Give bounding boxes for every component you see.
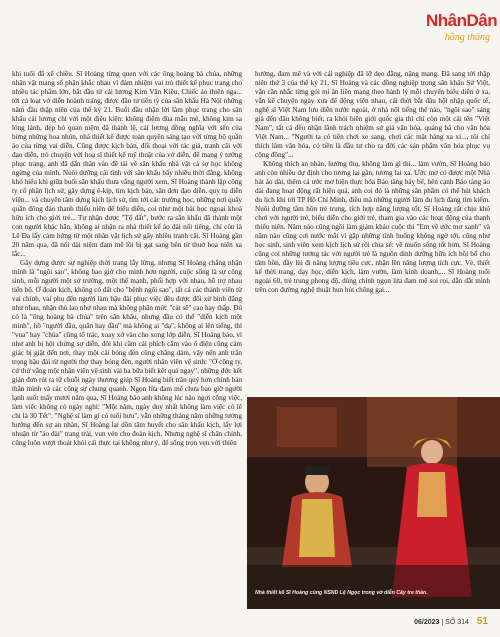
stage-scene-illustration — [247, 397, 500, 609]
page-footer: 06/2023 | SỐ 314 51 — [414, 616, 488, 627]
stage-photo — [247, 397, 500, 609]
masthead-subtitle: hằng tháng — [444, 32, 490, 43]
right-paragraph-1: hướng, đam mê và với cái nghiệp đã lỡ dẹo đằng, nặng mang. Đã sang tới thập niên thứ 3 của thế kỷ 21, Sĩ Hoàng và các đồng nghiệp trong sân khấu Sử Việt, vẫn cần nhắc từng gói mì ăn liền mang theo hành lý mỗi chuyến biểu diễn ở xa, vẫn kể chuyện ngày xưa để động viên nhau, cái thời bắt đầu hội nhập quốc tế, nghệ sĩ Việt Nam lưu diễn nước ngoài, ở nhà nổi tiếng thế nào, "ngôi sao" sáng giá đến đâu không biết, ra khỏi biên giới quốc gia thì chỉ còn một cái tên "Việt Nam", tất cả đều nhận lãnh trách nhiệm sứ giả văn hóa, quảng bá cho văn hóa Việt Nam... "Người ta có tiền chơi xe sang, chơi các mặt hàng xa xỉ..., tôi chỉ thích làm văn hóa, có tiền là đầu tư cho ra đời các sản phẩm văn hóa phục vụ cộng đồng"... — [255, 70, 490, 159]
masthead-logo — [426, 11, 498, 52]
left-text-column — [12, 70, 242, 630]
right-paragraph-2: Không thích an nhàn, hưởng thụ, không làm gì thì... làm vườn, Sĩ Hoàng bảo anh còn nhiều dự định cho tương lai gần, tương lai xa. Ước mơ có được một Nhà hát áo dài, thêm cả ước mơ hiện thực hóa Bảo tàng bảy bể, bên cạnh Bảo tàng áo dài đang hoạt động rất hiệu quả, anh coi đó là những sân phẩm có thể hút khách du lịch khi tới TP Hồ Chí Minh, điều mà những người làm du lịch đang tìm kiếm. Nuôi dưỡng tâm hồn trẻ trung, tích hợp năng lượng tốt, Sĩ Hoàng rất chịu khó chơi với người trẻ, biểu diễn cho giới trẻ, tham gia vào các hoạt động của thanh thiếu niên. Năm nào cũng ngồi làm giám khảo cuộc thi "Em về ước mơ xanh" và năm nào cũng cơi nước mắt vì gặp những tình huống không ngờ tới, cũng như học sinh, sinh viên xem kịch lịch sử rồi chia sẻ: về muốn sống tốt hơn, Sĩ Hoàng cũng coi những tương tác với người trẻ là nguồn dinh dưỡng hữu ích bồi bổ cho tâm hồn, đầy lùi đi năng lượng tiêu cực, nhận lên năng lượng tích cực. Vẻ, thiết kế thời trang, dạy học, diễn kịch, làm vườn, làm kinh doanh,... Sĩ Hoàng tuổi ngoài 60, trẻ trung phong độ, dùng chính ngọn lửa đam mê soi rọi, dẫn dắt mình trên con đường nghệ thuật hun hút chông gai... — [255, 160, 490, 294]
photo-caption: Nhà thiết kế Sĩ Hoàng cùng NSND Lệ Ngọc trong vở diễn Cây tre thần. — [255, 590, 428, 596]
issue-date: 06/2023 — [414, 619, 440, 626]
page-number: 51 — [476, 616, 488, 627]
left-paragraph-1: khi tuổi đã xế chiều. Sĩ Hoàng từng quen với các ông hoàng bà chúa, những nhân vật mang số phận khắc nhau vì đảm nhiệm vai trò thiết kế phục trang cho nhiều tác phẩm lớn, bắt đầu từ cải lương Kim Vân Kiều, Chiếc áo thiên nga... tới cả loạt vở diễn hoành tráng, được đầu tư tiền tỷ của sân khấu Hà Nội những năm đầu thập niên của thế kỷ 21. Buổi đầu nhận lời làm phục trang cho sân khấu cải lương chỉ với một điều kiện: không điểm đùa mẫu mè, không kim sa lóng lánh, đẹp bó quan niệm đã thành lệ, cải lương đồng nghĩa với sến của bừng những hoa nhún, nhà thiết kế được toàn quyền sáng tạo với từng bộ quần áo của từng vai diễn. Cũng được kịch bản, đối thoại với tác giả, tranh cãi với đạo diễn, trò chuyện với hoạ sĩ thiết kế mỹ thuật của vở diễn, để mang ý tưởng phục trang, anh đã dấn thân vào đề tài về sân khấu nhà vật cả sợ học không ngừng của mình. Nuôi dưỡng cái tình với sân khấu bấy nhiêu thời đằng, không khó hiểu khi giữa buổi sân khấu thưa vắng người xem, Sĩ Hoàng thành lập công ty cổ phần lịch sử, gây dựng ê-kíp, tìm kịch bản, sân đơn đạo diễn, quy tụ diễn viên... và chuyên tâm dựng kịch lịch sử, tìm tới các trường học, những nơi quây quần đông đảo thanh thiếu niên để biểu diễn, coi như một bài học ngoại khoá hữu ích cho giới trẻ... Tự nhận được "Tố đất", bước ra sân khấu đã thành một con người khác hẳn, không ai nhận ra nhà thiết kế áo dài nổi tiếng, chỉ còn là Lê Đa lấy cảm hứng từ một nhân vật lịch sử gây nhiều tranh cãi. Sĩ Hoàng gần 20 năm qua, đã nổi dài niệm đam mê lồi bị gạt sang bên từ thuở hoa niên xa lắc... — [12, 70, 242, 258]
left-paragraph-2: Gây dựng được sự nghiệp thời trang lẫy lừng, nhưng Sĩ Hoàng chẳng nhận mình là "ngôi sao", không bao giờ cho mình hơn người, cuộc sống là sự công sinh, mỗi người một sở trường, một thế mạnh, phối hợp với nhau, hỗ trợ nhau tiến bộ. Ở đoàn kịch, không có đất cho "bệnh ngôi sao", tất cả các thành viên từ vai chính, vai phụ đến người làm hậu đài phục việc đều được đối xử bình đẳng như nhau, nhận thù lao như nhau mà không phân mức "cát sê" cao hay thấp. Đủ có là "ông hoàng bà chúa" trên sân khấu, nhưng đầu có thể "diễn kịch một mình", hồ "người đầu, quân hay đầu" mà không ai "dạ", không ai lên tiếng, thì "vua" hay "chúa" cũng tổ trác, xoay xở vào cho xong lớp diễn. Sĩ Hoàng bảo, vì như anh bị hội chứng sợ diễn, đôi khi cầm cái phích cắm vào ổ điện cũng cảm giác bị giật đến nơi, thay một cái bóng đèn cũng chẳng dám, vậy nên anh trân trọng hậu đài từ người thợ thay bóng đèn, người nhân viên vệ sinh: "Ở công ty, cứ thử vắng một nhân viên vệ sinh vài ba bữa biết kết quả ngay", những đức kết giản đơn rút ra từ chuỗi ngày thương giúp Sĩ Hoàng biết trân quý hơn chính bản thân mình và các cộng sự chung quanh. Ngọn lửa đam mê chưa bao giờ người lạnh suốt mấy mươi năm qua, Sĩ Hoàng bảo anh không lúc nào ngơi công việc, làm việc không có ngày nghỉ: "Một năm, ngày duy nhất không làm việc có lẽ chỉ là 30 Tết". "Nghệ sĩ làm gì có tuổi hưu", vẫn những tháng năm những tưởng hướng đến sự an nhàn, Sĩ Hoàng lại dồn tâm huyết cho sân khấu kịch, lấy lợi nhuận từ "áo dài" trang trải, vun vén cho đoàn kịch. Nhưng nghệ sĩ chân chính, cũng luôn vượt thoát khỏi cái thực tại không như ý, để sống trọn vẹn với thiên — [12, 259, 242, 447]
masthead-brand: NhânDân — [426, 11, 498, 30]
issue-number: SỐ 314 — [445, 619, 469, 626]
right-text-column — [255, 70, 490, 395]
